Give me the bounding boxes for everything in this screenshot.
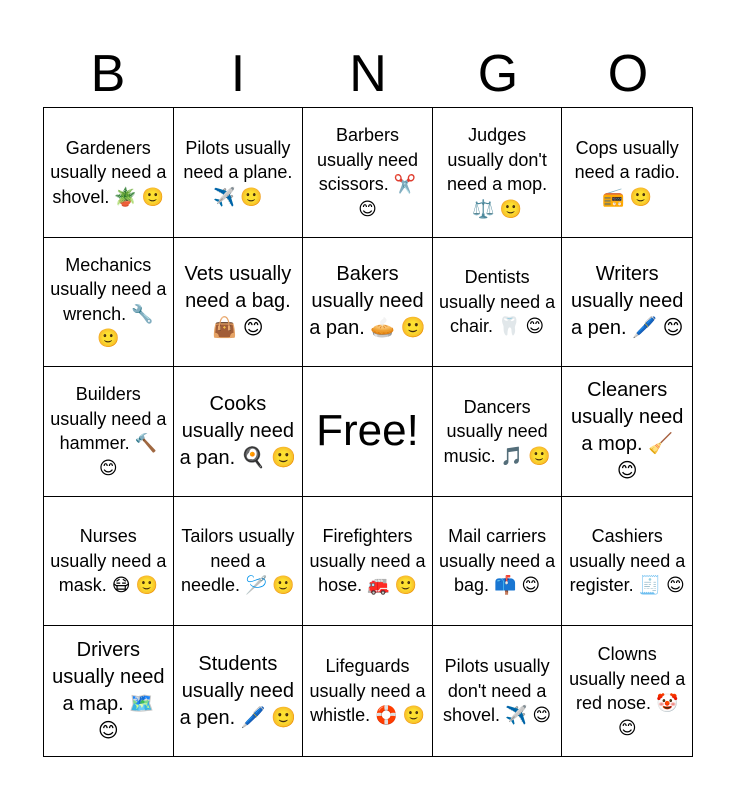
cell-text: Cashiers usually need a register. 🧾 😊 bbox=[569, 526, 686, 596]
cell-text: Tailors usually need a needle. 🪡 🙂 bbox=[180, 526, 295, 596]
bingo-cell[interactable] bbox=[562, 626, 692, 756]
bingo-cell[interactable] bbox=[174, 626, 304, 756]
bingo-cell[interactable] bbox=[562, 238, 692, 368]
bingo-cell[interactable] bbox=[174, 238, 304, 368]
cell-text: Vets usually need a bag. 👜 😊 bbox=[184, 263, 292, 340]
cell-text: Judges usually don't need a mop. ⚖️ 🙂 bbox=[447, 125, 548, 219]
cell-text: Dancers usually need music. 🎵 🙂 bbox=[443, 396, 551, 466]
cell-text: Students usually need a pen. 🖊️ 🙂 bbox=[179, 652, 297, 729]
cell-text: Drivers usually need a map. 🗺️ 😊 bbox=[52, 639, 165, 743]
header-letter: I bbox=[230, 45, 246, 103]
cell-text: Cops usually need a radio. 📻 🙂 bbox=[574, 137, 680, 207]
bingo-cell[interactable] bbox=[44, 367, 174, 497]
bingo-cell[interactable] bbox=[433, 497, 563, 627]
bingo-board bbox=[43, 107, 693, 757]
cell-text: Cleaners usually need a mop. 🧹 😊 bbox=[571, 379, 684, 483]
cell-text: Builders usually need a hammer. 🔨 😊 bbox=[50, 384, 167, 478]
header-letter: N bbox=[349, 45, 387, 103]
cell-text: Pilots usually don't need a shovel. ✈️ 😊 bbox=[442, 656, 552, 726]
header-letter: G bbox=[477, 45, 519, 103]
bingo-cell[interactable] bbox=[303, 108, 433, 238]
cell-text: Bakers usually need a pan. 🥧 🙂 bbox=[309, 263, 426, 340]
cell-text: Barbers usually need scissors. ✂️ 😊 bbox=[316, 125, 419, 219]
cell-text: Writers usually need a pen. 🖊️ 😊 bbox=[570, 263, 684, 340]
bingo-cell[interactable] bbox=[562, 367, 692, 497]
bingo-cell[interactable] bbox=[433, 108, 563, 238]
free-space-cell[interactable] bbox=[303, 367, 433, 497]
cell-text: Clowns usually need a red nose. 🤡 😊 bbox=[569, 644, 686, 738]
header-letter: B bbox=[90, 45, 126, 103]
bingo-cell[interactable] bbox=[44, 238, 174, 368]
bingo-cell[interactable] bbox=[44, 497, 174, 627]
bingo-cell[interactable] bbox=[562, 108, 692, 238]
bingo-cell[interactable] bbox=[303, 626, 433, 756]
bingo-cell[interactable] bbox=[562, 497, 692, 627]
bingo-cell[interactable] bbox=[303, 497, 433, 627]
bingo-cell[interactable] bbox=[174, 367, 304, 497]
cell-text: Dentists usually need a chair. 🦷 😊 bbox=[439, 267, 556, 337]
bingo-cell[interactable] bbox=[44, 626, 174, 756]
cell-text: Firefighters usually need a hose. 🚒 🙂 bbox=[309, 526, 426, 596]
bingo-cell[interactable] bbox=[44, 108, 174, 238]
bingo-cell[interactable] bbox=[433, 626, 563, 756]
cell-text: Pilots usually need a plane. ✈️ 🙂 bbox=[183, 137, 293, 207]
cell-text: Mechanics usually need a wrench. 🔧 🙂 bbox=[50, 254, 167, 349]
cell-text: Lifeguards usually need a whistle. 🛟 🙂 bbox=[309, 656, 426, 726]
bingo-header bbox=[43, 40, 693, 108]
bingo-cell[interactable] bbox=[433, 367, 563, 497]
cell-text: Gardeners usually need a shovel. 🪴 🙂 bbox=[50, 137, 167, 207]
bingo-cell[interactable] bbox=[174, 108, 304, 238]
bingo-cell[interactable] bbox=[303, 238, 433, 368]
cell-text: Mail carriers usually need a bag. 📫 😊 bbox=[439, 526, 556, 596]
free-space-label: Free! bbox=[316, 406, 419, 456]
cell-text: Nurses usually need a mask. 😷 🙂 bbox=[50, 526, 167, 596]
bingo-cell[interactable] bbox=[174, 497, 304, 627]
bingo-cell[interactable] bbox=[433, 238, 563, 368]
header-letter: O bbox=[607, 45, 649, 103]
cell-text: Cooks usually need a pan. 🍳 🙂 bbox=[179, 392, 297, 469]
